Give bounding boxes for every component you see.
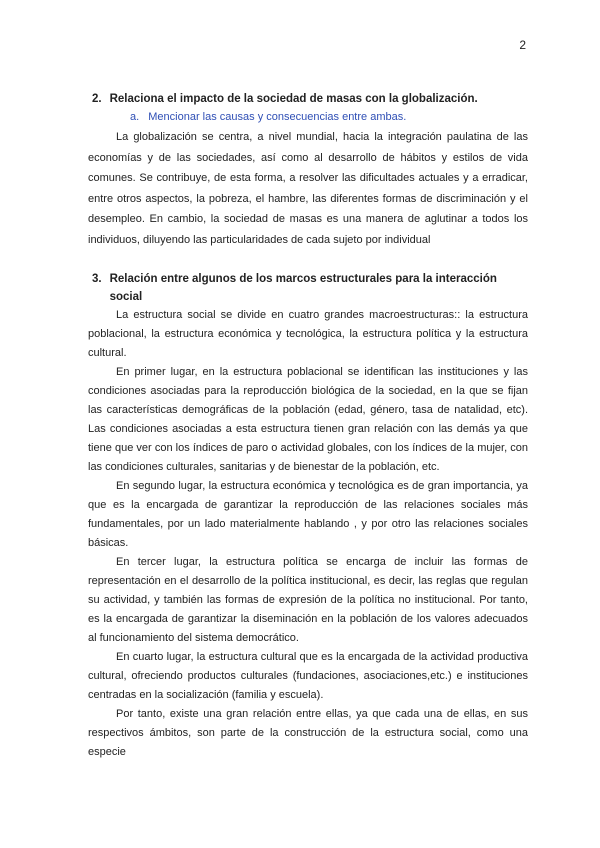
section-3-paragraph: En primer lugar, en la estructura poblacional se identifican las instituciones y las condiciones asociadas para la reproducción biológica de la sociedad, en la que se fijan las características demográficas de la población (edad, género, tasa de natalidad, etc). Las condiciones asociadas a esta estructura tienen gran relación con las demás ya que tiene que ver con los índices de paro o actividad globales, con los índices de la mujer, con las condiciones culturales, sanitarias y de bienestar de la población, etc.	[88, 366, 528, 473]
section-3-number: 3.	[92, 273, 102, 285]
section-3-paragraph: En tercer lugar, la estructura política se encarga de incluir las formas de representación en el desarrollo de la política institucional, es decir, las reglas que regulan su actividad, y también las formas de expresión de la política no institucional. Por tanto, es la encargada de garantizar la diseminación en la población de los valores adecuados al funcionamiento del sistema democrático.	[88, 556, 528, 644]
section-3-paragraph: En cuarto lugar, la estructura cultural que es la encargada de la actividad productiva cultural, ofreciendo productos culturales (fundaciones, asociaciones,etc.) e instituciones centradas en la socialización (familia y escuela).	[88, 651, 528, 701]
section-2-subitem	[88, 108, 528, 126]
section-3-heading	[88, 270, 528, 306]
section-3-paragraph: En segundo lugar, la estructura económica y tecnológica es de gran importancia, ya que es la encargada de garantizar la reproducción de las relaciones sociales más fundamentales, por un lado materialmente hablando , y por otro las relaciones sociales básicas.	[88, 480, 528, 549]
subitem-text: Mencionar las causas y consecuencias entre ambas.	[148, 111, 407, 123]
section-2-number: 2.	[92, 93, 102, 105]
section-3-paragraph: La estructura social se divide en cuatro grandes macroestructuras:: la estructura poblacional, la estructura económica y tecnológica, la estructura política y la estructura cultural.	[88, 309, 528, 359]
subitem-marker: a.	[130, 111, 140, 123]
page-number: 2	[519, 38, 526, 52]
section-3-paragraph: Por tanto, existe una gran relación entre ellas, ya que cada una de ellas, en sus respectivos ámbitos, son parte de la construcción de la estructura social, como una especie	[88, 708, 528, 758]
section-2-paragraph: La globalización se centra, a nivel mundial, hacia la integración paulatina de las economías y de las sociedades, así como al desarrollo de hábitos y estilos de vida comunes. Se contribuye, de esta forma, a resolver las dificultades actuales y a erradicar, entre otros aspectos, la pobreza, el hambre, las diferentes formas de discriminación y el desempleo. En cambio, la sociedad de masas es una manera de aglutinar a todos los individuos, diluyendo las particularidades de cada sujeto por individual	[88, 131, 528, 246]
section-2-heading	[88, 90, 528, 108]
section-2-title: Relaciona el impacto de la sociedad de masas con la globalización.	[109, 93, 478, 105]
document-body	[88, 90, 528, 762]
section-3-title: Relación entre algunos de los marcos estructurales para la interacción social	[109, 273, 497, 303]
